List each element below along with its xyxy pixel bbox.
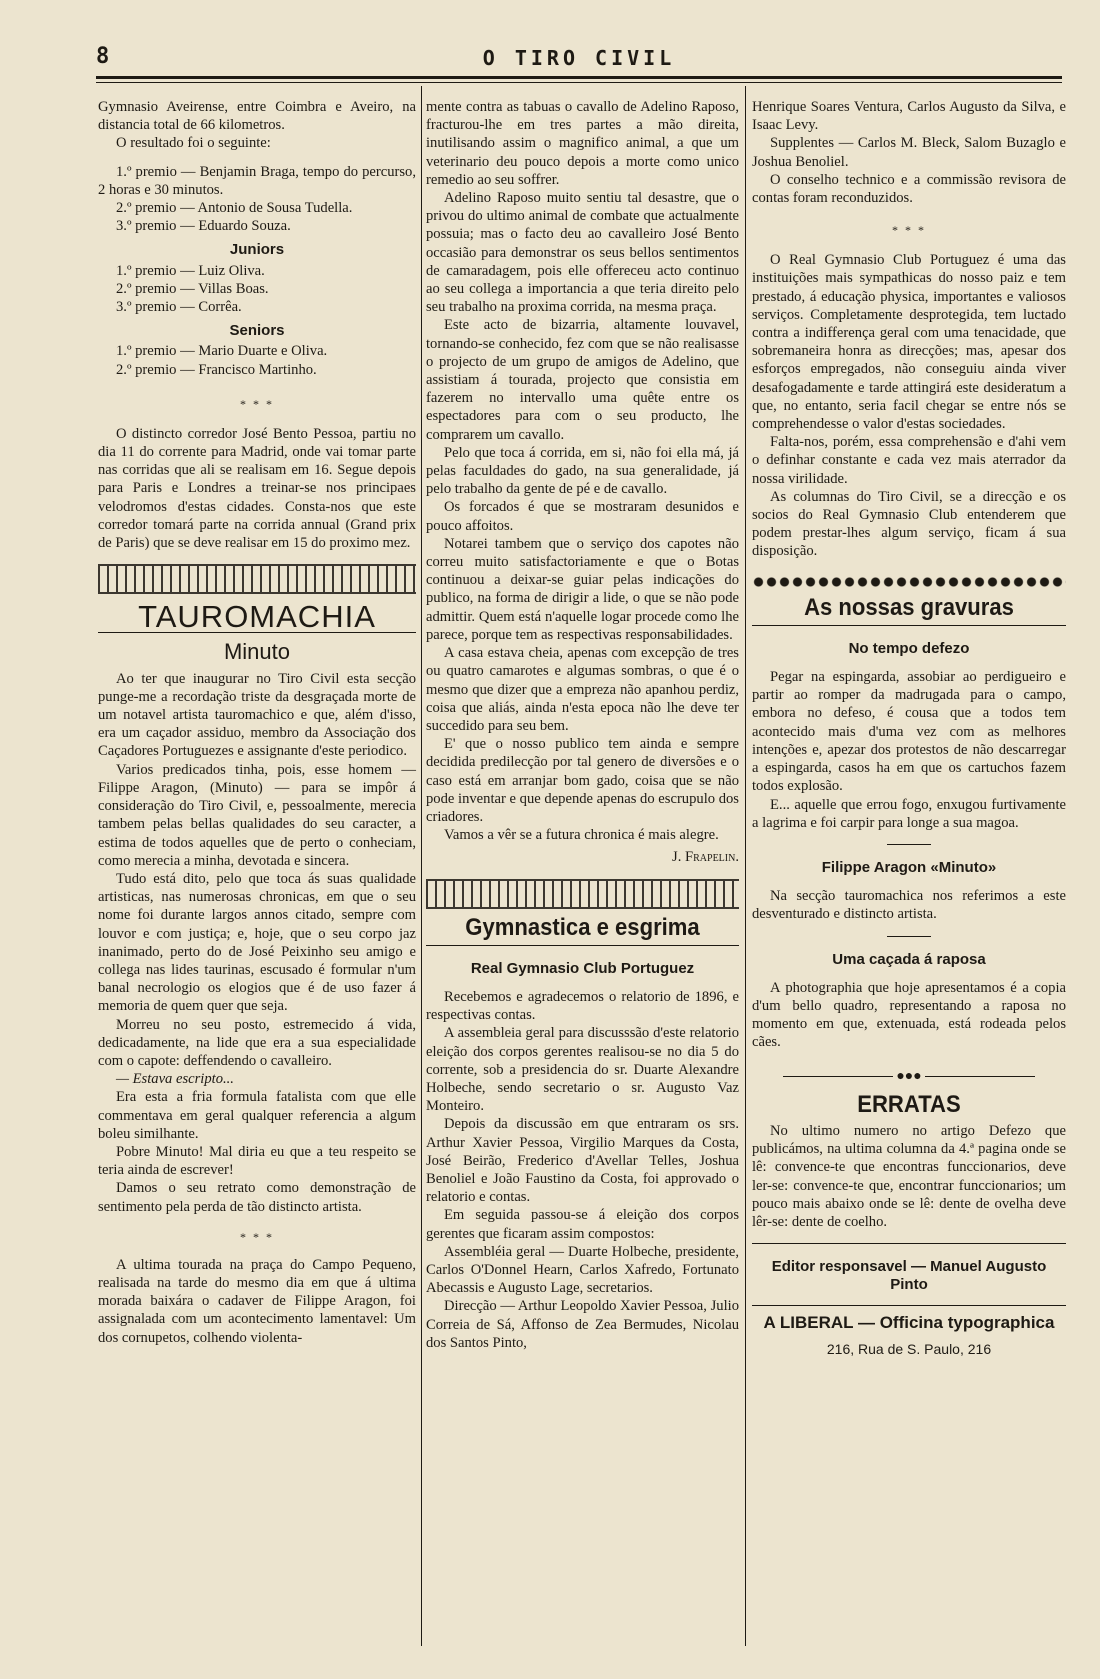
paragraph: Varios predicados tinha, pois, esse homem — Filippe Aragon, (Minuto) — para se impôr á consideração do Tiro Civil, e, pessoalmente, merecia tambem pelas bellas qualidades do seu caracter, a estima de todos aquelles que de perto o conheciam, como merecia a minha, devotada e sincera.: [98, 761, 416, 869]
section-title: Gymnastica e esgrima: [465, 913, 700, 941]
paragraph: No ultimo numero no artigo Defezo que publicámos, na ultima columna da 4.ª pagina onde se lê: convence-te que encontras funccionarios, deve ler-se: convence-te que, encontrar funccionarios; um pouco mais abaixo onde se lê: dente de ovelha deve lêr-se: dente de coelho.: [752, 1122, 1066, 1230]
paragraph: Supplentes — Carlos M. Bleck, Salom Buzaglo e Joshua Benoliel.: [752, 135, 1066, 170]
printer-address: 216, Rua de S. Paulo, 216: [826, 1340, 992, 1357]
paragraph: Gymnasio Aveirense, entre Coimbra e Aveiro, na distancia total de 66 kilometros.: [98, 99, 416, 134]
prize-line: 2.º premio — Francisco Martinho.: [116, 361, 317, 378]
rule: [752, 625, 1066, 626]
masthead: O TIRO CIVIL: [482, 46, 676, 70]
paragraph: E... aquelle que errou fogo, enxugou furtivamente a lagrima e foi carpir para longe a sua magoa.: [752, 796, 1066, 831]
column-divider: [745, 86, 746, 1646]
paragraph: Pegar na espingarda, assobiar ao perdigueiro e partir ao romper da madrugada para o campo, embora no defeso, é cousa que a todos tem acontecido mais d'uma vez com as melhores intenções e, apezar dos protestos de não descarregar a espingarda, casos ha em que os cartuchos fazem todos explosão.: [752, 669, 1066, 795]
paragraph: Na secção tauromachica nos referimos a este desventurado e distincto artista.: [752, 888, 1066, 923]
paragraph: Tudo está dito, pelo que toca ás suas qualidade artisticas, nas numerosas chronicas, em que o seu nome foi durante largos annos citado, sempre com louvor e com justiça; e, hoje, que o seu corpo jaz inanimado, perto do de José Peixinho seu amigo e collega nas lides taurinas, escusado é formular n'um banal necrologio os elogios que é de uso fazer á memoria de quem quer que seja.: [98, 870, 416, 1015]
paragraph: A casa estava cheia, apenas com excepção de tres ou quatro camarotes e algumas sombras, o que é o mesmo que dizer que a empreza não apanhou perdiz, coisa que aliás, ainda n'esta epoca não lhe deve ter succedido para seu bem.: [426, 645, 739, 734]
ornament-rule: [98, 564, 416, 594]
article-title: Uma caçada á raposa: [832, 950, 986, 968]
paragraph: A photographia que hoje apresentamos é a copia d'um bello quadro, representando a raposa no momento em que, extenuada, está rodeada pelos cães.: [752, 979, 1066, 1051]
paragraph: Pobre Minuto! Mal diria eu que a teu respeito se teria ainda de escrever!: [98, 1143, 416, 1179]
column-2: [426, 98, 739, 1352]
prize-line: 1.º premio — Mario Duarte e Oliva.: [116, 343, 328, 360]
paragraph: Vamos a vêr se a futura chronica é mais alegre.: [444, 827, 719, 844]
ornament-rule: [426, 879, 739, 909]
column-divider: [421, 86, 422, 1646]
asterism: * * *: [240, 1229, 274, 1244]
paragraph: O Real Gymnasio Club Portuguez é uma das instituições mais sympathicas do nosso paiz e tem prestado, á educação physica, importantes e valiosos serviços. Completamente desprotegida, tem luctado contra a indifferença geral com uma tenacidade, que sobremaneira honra as direcções; mas, apesar dos esforços empregados, não conseguiu ainda viver desafogadamente e tarde attingirá este desideratum a que, no entanto, seria facil chegar se entre nós se comprehendesse o valor d'estas sociedades.: [752, 252, 1066, 433]
paragraph: — Estava escripto...: [116, 1071, 234, 1088]
asterism: * * *: [892, 223, 926, 238]
paragraph: Morreu no seu posto, estremecido á vida, dedicadamente, na lide que era a sua especialidade com o capote: deffendendo o cavalleiro.: [98, 1016, 416, 1069]
article-title: Real Gymnasio Club Portuguez: [470, 959, 695, 977]
paragraph: As columnas do Tiro Civil, se a direcção e os socios do Real Gymnasio Club entenderem que podem prestar-lhes algum serviço, ficam á sua disposição.: [752, 488, 1066, 560]
prize-line: 2.º premio — Antonio de Sousa Tudella.: [116, 200, 353, 217]
editor-line: Editor responsavel — Manuel Augusto Pinto: [771, 1258, 1047, 1294]
section-title: ERRATAS: [857, 1090, 961, 1118]
paragraph: Damos o seu retrato como demonstração de sentimento pela perda de tão distincto artista.: [98, 1180, 416, 1215]
column-1: [98, 98, 416, 1347]
prize-line: 1.º premio — Luiz Oliva.: [116, 262, 265, 279]
paragraph: Recebemos e agradecemos o relatorio de 1896, e respectivas contas.: [426, 988, 739, 1024]
paragraph: Falta-nos, porém, essa comprehensão e d'ahi vem o definhar constante e cada vez mais aterrador da nossa virilidade.: [752, 434, 1066, 487]
prize-line: 1.º premio — Benjamin Braga, tempo do percurso, 2 horas e 30 minutos.: [98, 163, 416, 198]
juniors-heading: Juniors: [229, 241, 285, 259]
paragraph: O distincto corredor José Bento Pessoa, partiu no dia 11 do corrente para Madrid, onde vai tomar parte nas corridas que ali se realisam em 16. Segue depois para Paris e Londres a treinar-se nos principaes velodromos d'estas cidades. Consta-nos que este corredor tomará parte na corrida annual (Grand prix de Paris) que se deve realisar em 15 do proximo mez.: [98, 425, 416, 552]
paragraph: Adelino Raposo muito sentiu tal desastre, que o privou do ultimo animal de combate que actualmente possuia; mas o facto deu ao cavalleiro José Bento occasião para demonstrar os seus bellos sentimentos de camaradagem, pois elle offereceu acto continuo ao seu collega a importancia a que teria direito pelo seu trabalho na proxima corrida, na mesma praça.: [426, 190, 739, 316]
asterism: * * *: [240, 396, 274, 411]
page-number: 8: [96, 44, 110, 69]
paragraph: A assembleia geral para discusssão d'este relatorio eleição dos corpos gerentes realisou-se no dia 5 do corrente, sob a presidencia do sr. Duarte Alexandre Holbeche, sendo secretario o sr. Augusto Vaz Monteiro.: [426, 1025, 739, 1115]
paragraph: Assembléia geral — Duarte Holbeche, presidente, Carlos O'Donnel Hearn, Carlos Xafredo, Fortunato Abecassis e Augusto Lage, secretarios.: [426, 1243, 739, 1297]
paragraph: Era esta a fria formula fatalista com que elle commentava em geral qualquer referencia a algum boleu similhante.: [98, 1089, 416, 1142]
article-title: Minuto: [223, 639, 291, 665]
rule: [426, 945, 739, 946]
section-title: TAUROMACHIA: [138, 599, 376, 635]
article-title: Filippe Aragon «Minuto»: [821, 858, 997, 876]
short-rule: [887, 936, 931, 937]
prize-line: 3.º premio — Corrêa.: [116, 299, 242, 316]
paragraph: Em seguida passou-se á eleição dos corpos gerentes que ficaram assim compostos:: [426, 1207, 739, 1242]
signature: J. Frapelin.: [672, 849, 739, 866]
header-rule-thin: [96, 82, 1062, 83]
header-rule: [96, 76, 1062, 79]
paragraph: Pelo que toca á corrida, em si, não foi ella má, já pelas faculdades do gado, na sua generalidade, já pelo trabalho da gente de pé e de cavallo.: [426, 444, 739, 498]
paragraph: Ao ter que inaugurar no Tiro Civil esta secção punge-me a recordação triste da desgraçada morte de um notavel artista tauromachico e que, além d'isso, era um caçador assiduo, membro da Associação dos Caçadores Portuguezes e assignante d'este periodico.: [98, 670, 416, 760]
seniors-heading: Seniors: [229, 322, 285, 340]
printer-line: A LIBERAL — Officina typographica: [763, 1312, 1055, 1332]
paragraph: Notarei tambem que o serviço dos capotes não correu muito satisfactoriamente e que o Botas continuou a deixar-se guiar pelas indicações do publico, na forma de dirigir a lide, o que se não pode admittir. Quem está n'aquelle logar procede como lhe parece, porque tem as respectivas responsabilidades.: [426, 535, 739, 643]
paragraph: Henrique Soares Ventura, Carlos Augusto da Silva, e Isaac Levy.: [752, 99, 1066, 134]
column-3: [752, 98, 1066, 1358]
section-title: As nossas gravuras: [804, 593, 1014, 621]
paragraph: Os forcados é que se mostraram desunidos e pouco affoitos.: [426, 499, 739, 534]
paragraph: E' que o nosso publico tem ainda e sempre decidida predilecção por tal genero de diversões e o caso está em arranjar bom gado, coisa que se não pode inventar e que depende apenas do escrupulo dos criadores.: [426, 736, 739, 825]
prize-line: 3.º premio — Eduardo Souza.: [116, 218, 291, 235]
article-title: No tempo defezo: [848, 639, 970, 657]
paragraph: Este acto de bizarria, altamente louvavel, tornando-se conhecido, fez com que se não realisasse o projecto de um grupo de amigos de Adelino, que assistiam á tourada, projecto que consistia em fazerem no intervallo uma quête entre os espectadores para com o seu producto, lhe comprarem um cavallo.: [426, 317, 739, 443]
paragraph: O conselho technico e a commissão revisora de contas foram reconduzidos.: [752, 171, 1066, 207]
paragraph: mente contra as tabuas o cavallo de Adelino Raposo, fracturou-lhe em tres partes a mão direita, inutilisando assim o magnifico animal, a que um veterinario deu pouco depois a morte como unico remedio ao seu soffrer.: [426, 99, 739, 188]
ornament-divider: ●●●: [752, 1068, 1066, 1086]
prize-line: 2.º premio — Villas Boas.: [116, 280, 269, 297]
rule: [752, 1243, 1066, 1244]
paragraph: Direcção — Arthur Leopoldo Xavier Pessoa, Julio Correia de Sá, Affonso de Zea Bermudes, Nicolau dos Santos Pinto,: [426, 1298, 739, 1351]
dotted-ornament-rule: [752, 575, 1066, 589]
paragraph: Depois da discussão em que entraram os srs. Arthur Xavier Pessoa, Virgilio Marques da Costa, José Beirão, Frederico d'Avellar Telles, Joshua Benoliel e João Faustino da Costa, foi approvado o relatorio e contas.: [426, 1116, 739, 1206]
paragraph: O resultado foi o seguinte:: [116, 135, 271, 152]
paragraph: A ultima tourada na praça do Campo Pequeno, realisada na tarde do mesmo dia em que á ultima morada baixára o cadaver de Filippe Aragon, foi assignalada com um acontecimento lamentavel: Um dos cornupetos, colhendo violenta-: [98, 1256, 416, 1346]
short-rule: [887, 844, 931, 845]
rule: [752, 1305, 1066, 1306]
